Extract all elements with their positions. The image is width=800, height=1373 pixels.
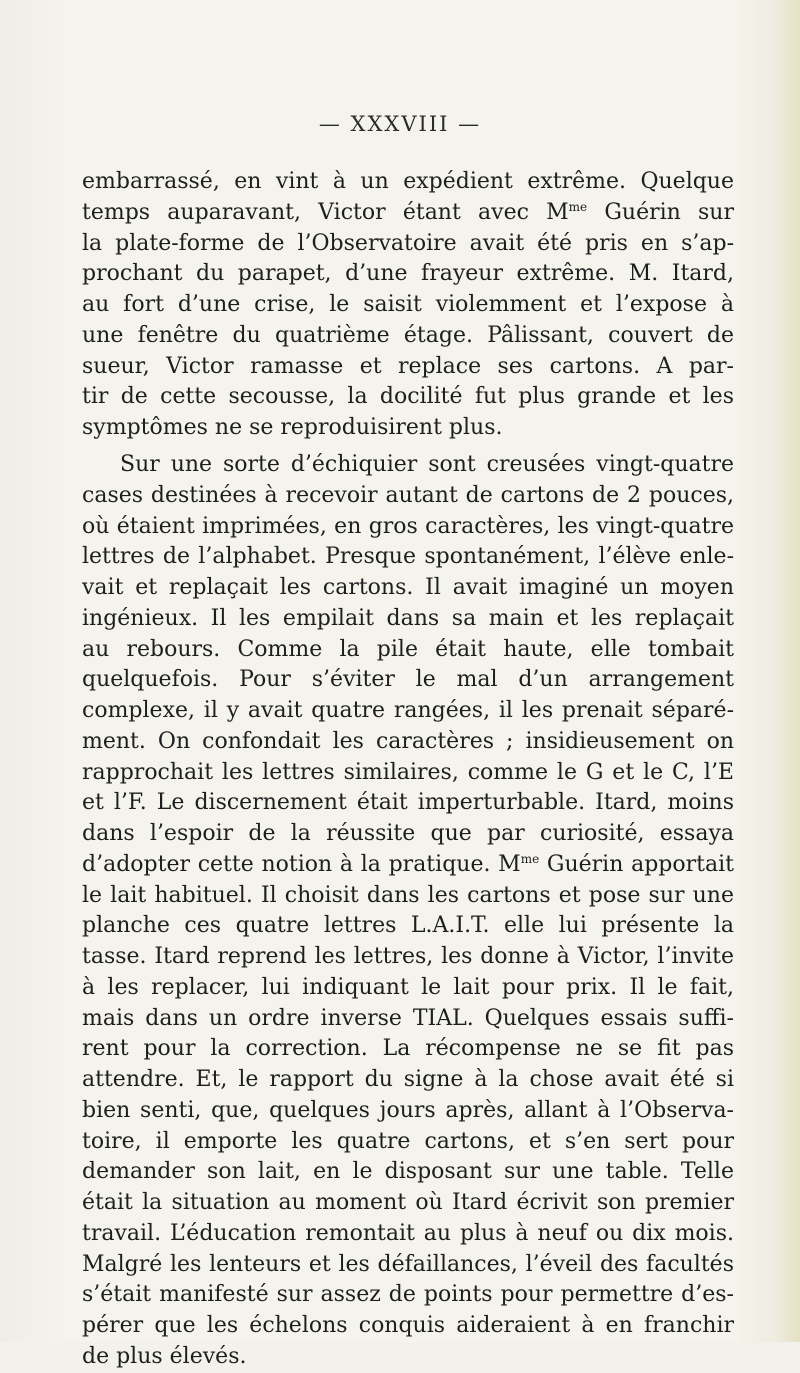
text-line: le lait habituel. Il choisit dans les cartons et pose sur une xyxy=(82,882,734,908)
text-line: ingénieux. Il les empilait dans sa main et les replaçait xyxy=(82,605,734,631)
text-line: au rebours. Comme la pile était haute, elle tombait xyxy=(82,636,734,662)
text-line: cases destinées à recevoir autant de cartons de 2 pouces, xyxy=(82,482,734,508)
paragraph-1 xyxy=(82,167,734,444)
text-line: symptômes ne se reproduisirent plus. xyxy=(82,415,503,440)
text-line: et l’F. Le discernement était imperturbable. Itard, moins xyxy=(82,790,734,816)
text-line: attendre. Et, le rapport du signe à la chose avait été si xyxy=(82,1067,734,1092)
text-line: la plate-forme de l’Observatoire avait été pris en s’ap- xyxy=(82,230,734,256)
text-fragment: temps auparavant, Victor étant avec M xyxy=(82,199,569,225)
text-fragment: Guérin apportait xyxy=(539,851,734,877)
text-line: quelquefois. Pour s’éviter le mal d’un arrangement xyxy=(82,667,734,693)
text-line: tir de cette secousse, la docilité fut plus grande et les xyxy=(82,384,734,410)
text-line: où étaient imprimées, en gros caractères, les vingt-quatre xyxy=(82,513,734,539)
text-line: planche ces quatre lettres L.A.I.T. elle lui présente la xyxy=(82,913,734,939)
superscript: me xyxy=(520,851,540,866)
text-line: lettres de l’alphabet. Presque spontanément, l’élève enle- xyxy=(82,544,734,570)
text-line: pérer que les échelons conquis aideraient à en franchir xyxy=(82,1313,734,1338)
text-line: travail. L’éducation remontait au plus à neuf ou dix mois. xyxy=(82,1220,734,1246)
text-line: ment. On confondait les caractères ; insidieusement on xyxy=(82,728,734,754)
text-line: Malgré les lenteurs et les défaillances, l’éveil des facultés xyxy=(82,1251,734,1277)
text-line: s’était manifesté sur assez de points pour permettre d’es- xyxy=(82,1282,734,1308)
text-line: rent pour la correction. La récompense ne se fit pas xyxy=(82,1036,734,1062)
text-line: de plus élevés. xyxy=(82,1343,247,1369)
text-line: demander son lait, en le disposant sur une table. Telle xyxy=(82,1159,734,1185)
text-line: vait et replaçait les cartons. Il avait imaginé un moyen xyxy=(82,575,734,600)
text-line: Sur une sorte d’échiquier sont creusées vingt-quatre xyxy=(120,452,734,477)
page-number: — XXXVIII — xyxy=(318,112,482,136)
text-line: complexe, il y avait quatre rangées, il les prenait séparé- xyxy=(82,698,734,723)
text-line xyxy=(82,850,734,881)
page-edge-shadow xyxy=(774,0,800,1342)
text-line: une fenêtre du quatrième étage. Pâlissant, couvert de xyxy=(82,322,734,348)
text-line: prochant du parapet, d’une frayeur extrême. M. Itard, xyxy=(82,261,734,287)
superscript: me xyxy=(568,199,588,214)
text-line: bien senti, que, quelques jours après, allant à l’Observa- xyxy=(82,1097,734,1123)
text-line: sueur, Victor ramasse et replace ses cartons. A par- xyxy=(82,353,734,379)
text-fragment: d’adopter cette notion à la pratique. M xyxy=(82,851,521,877)
text-line: dans l’espoir de la réussite que par curiosité, essaya xyxy=(82,821,734,846)
paragraph-2 xyxy=(82,450,734,1373)
text-line: rapprochait les lettres similaires, comme le G et le C, l’E xyxy=(82,759,734,785)
text-line: mais dans un ordre inverse TIAL. Quelques essais suffi- xyxy=(82,1005,734,1031)
text-line: tasse. Itard reprend les lettres, les donne à Victor, l’invite xyxy=(82,944,734,969)
text-line: au fort d’une crise, le saisit violemment et l’expose à xyxy=(82,292,734,317)
text-line xyxy=(82,198,734,229)
text-fragment: Guérin sur xyxy=(587,199,734,225)
text-line: toire, il emporte les quatre cartons, et s’en sert pour xyxy=(82,1128,734,1154)
text-line: à les replacer, lui indiquant le lait pour prix. Il le fait, xyxy=(82,974,734,1000)
text-line: était la situation au moment où Itard écrivit son premier xyxy=(82,1190,734,1215)
text-line: embarrassé, en vint à un expédient extrême. Quelque xyxy=(82,169,734,194)
